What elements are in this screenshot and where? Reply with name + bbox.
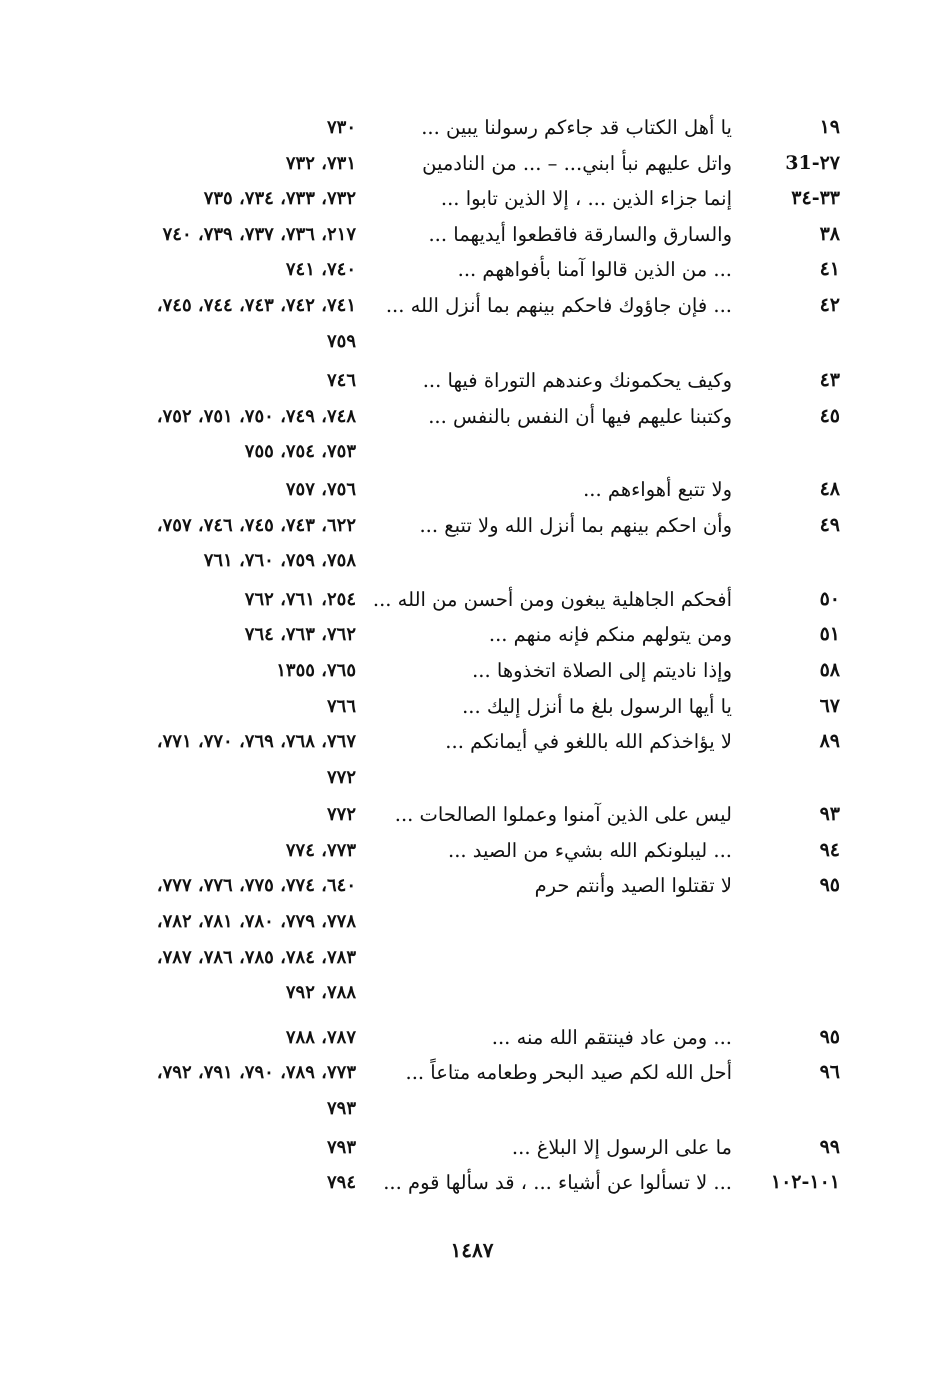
table-row bbox=[0, 399, 944, 435]
page-references: ٧٧٣، ٧٧٤ bbox=[285, 839, 356, 861]
verse-text: ما على الرسول إلا البلاغ ... bbox=[511, 1135, 732, 1159]
verse-number: ٢٧-31 bbox=[785, 151, 840, 174]
verse-number: ٦٧ bbox=[819, 694, 840, 717]
page-references: ٢٥٤، ٧٦١، ٧٦٢ bbox=[244, 588, 356, 610]
verse-number: ٣٨ bbox=[819, 222, 840, 245]
verse-text bbox=[372, 760, 732, 796]
page-references: ٧٦٧، ٧٦٨، ٧٦٩، ٧٧٠، ٧٧١، bbox=[156, 731, 356, 753]
verse-text: لا تقتلوا الصيد وأنتم حرم bbox=[534, 874, 732, 898]
page-references: ٧٩٣ bbox=[326, 1098, 356, 1120]
table-row bbox=[0, 653, 944, 689]
page-references: ٧٩٣ bbox=[326, 1136, 356, 1158]
verse-number: ٩٤ bbox=[819, 838, 840, 861]
table-row bbox=[0, 217, 944, 253]
table-row bbox=[0, 472, 944, 508]
verse-number: ٤٨ bbox=[819, 477, 840, 500]
verse-text: إنما جزاء الذين ... ، إلا الذين تابوا ... bbox=[440, 187, 732, 211]
verse-text bbox=[372, 940, 732, 976]
page-references: ٧٤٨، ٧٤٩، ٧٥٠، ٧٥١، ٧٥٢، bbox=[156, 405, 356, 427]
verse-text: واتل عليهم نبأ ابني... – ... من النادمين bbox=[422, 151, 732, 175]
page-references: ٧٤٦ bbox=[326, 370, 356, 392]
table-row bbox=[0, 1165, 944, 1201]
verse-number: ٤٥ bbox=[819, 404, 840, 427]
page-references: ٧٤٠، ٧٤١ bbox=[285, 259, 356, 281]
page-references: ٧٧٣، ٧٨٩، ٧٩٠، ٧٩١، ٧٩٢، bbox=[156, 1062, 356, 1084]
page-references: ٧٣٢، ٧٣٣، ٧٣٤، ٧٣٥ bbox=[203, 188, 356, 210]
table-row bbox=[0, 324, 944, 360]
table-row bbox=[0, 868, 944, 904]
verse-number: ٣٣-٣٤ bbox=[791, 187, 840, 210]
verse-number: ٩٦ bbox=[819, 1061, 840, 1084]
page-references: ٧٥٦، ٧٥٧ bbox=[285, 478, 356, 500]
verse-number: ٩٥ bbox=[819, 1025, 840, 1048]
verse-number: ٩٩ bbox=[819, 1135, 840, 1158]
verse-number: ٤٣ bbox=[819, 369, 840, 392]
verse-number: ٨٩ bbox=[819, 730, 840, 753]
table-row bbox=[0, 434, 944, 470]
verse-text: ... ليبلونكم الله بشيء من الصيد ... bbox=[448, 838, 732, 862]
verse-number: ٩٥ bbox=[819, 874, 840, 897]
table-row bbox=[0, 689, 944, 725]
table-row bbox=[0, 1091, 944, 1127]
verse-number: ١٠١-١٠٢ bbox=[770, 1171, 840, 1194]
table-row bbox=[0, 833, 944, 869]
verse-text: يا أهل الكتاب قد جاءكم رسولنا يبين ... bbox=[421, 116, 732, 139]
page-references: ٧٥٩ bbox=[326, 330, 356, 352]
verse-text: أحل الله لكم صيد البحر وطعامه متاعاً ... bbox=[405, 1061, 732, 1085]
page-references: ٧٧٨، ٧٧٩، ٧٨٠، ٧٨١، ٧٨٢، bbox=[156, 911, 356, 933]
table-row bbox=[0, 582, 944, 618]
verse-text: ... لا تسألوا عن أشياء ... ، قد سألها قوم ... bbox=[383, 1171, 732, 1195]
index-table bbox=[0, 110, 944, 1201]
table-row bbox=[0, 508, 944, 544]
table-row bbox=[0, 110, 944, 146]
page-references: ٢١٧، ٧٣٦، ٧٣٧، ٧٣٩، ٧٤٠ bbox=[162, 223, 356, 245]
verse-text: وإذا ناديتم إلى الصلاة اتخذوها ... bbox=[472, 658, 732, 682]
page-references: ٧٧٢ bbox=[326, 804, 356, 826]
verse-text: ومن يتولهم منكم فإنه منهم ... bbox=[488, 623, 732, 647]
page-number: ١٤٨٧ bbox=[450, 1238, 494, 1262]
page-references: ٧٤١، ٧٤٢، ٧٤٣، ٧٤٤، ٧٤٥، bbox=[156, 294, 356, 316]
verse-text bbox=[372, 975, 732, 1011]
verse-text: ... فإن جاؤوك فاحكم بينهم بما أنزل الله ... bbox=[385, 293, 732, 317]
verse-number bbox=[750, 434, 840, 470]
table-row bbox=[0, 617, 944, 653]
verse-text bbox=[372, 543, 732, 579]
verse-number: ١٩ bbox=[819, 116, 840, 138]
page-references: ٦٢٢، ٧٤٣، ٧٤٥، ٧٤٦، ٧٥٧، bbox=[156, 514, 356, 536]
verse-number: ٤١ bbox=[819, 258, 840, 281]
verse-text: أفحكم الجاهلية يبغون ومن أحسن من الله ... bbox=[372, 587, 732, 611]
table-row bbox=[0, 363, 944, 399]
verse-number: ٥٨ bbox=[819, 658, 840, 681]
table-row bbox=[0, 288, 944, 324]
verse-number: ٤٢ bbox=[819, 293, 840, 316]
page-references: ٧٣٠ bbox=[326, 117, 356, 138]
page-references: ٧٥٣، ٧٥٤، ٧٥٥ bbox=[244, 441, 356, 463]
table-row bbox=[0, 724, 944, 760]
page-references: ٧٧٢ bbox=[326, 766, 356, 788]
verse-text: ولا تتبع أهواءهم ... bbox=[583, 477, 732, 501]
verse-text: والسارق والسارقة فاقطعوا أيديهما ... bbox=[428, 222, 732, 246]
table-row bbox=[0, 1055, 944, 1091]
verse-number bbox=[750, 904, 840, 940]
verse-text bbox=[372, 434, 732, 470]
table-row bbox=[0, 1020, 944, 1056]
verse-number bbox=[750, 543, 840, 579]
verse-text: وكيف يحكمونك وعندهم التوراة فيها ... bbox=[422, 369, 732, 393]
page-references: ٧٣١، ٧٣٢ bbox=[285, 152, 356, 174]
verse-text: وكتبنا عليهم فيها أن النفس بالنفس ... bbox=[428, 404, 732, 428]
verse-number bbox=[750, 1091, 840, 1127]
verse-number: ٥٠ bbox=[819, 587, 840, 610]
verse-text: يا أيها الرسول بلغ ما أنزل إليك ... bbox=[462, 694, 732, 718]
verse-text bbox=[372, 904, 732, 940]
table-row bbox=[0, 975, 944, 1011]
verse-number bbox=[750, 975, 840, 1011]
verse-text: ليس على الذين آمنوا وعملوا الصالحات ... bbox=[394, 803, 732, 827]
verse-number bbox=[750, 760, 840, 796]
verse-number bbox=[750, 940, 840, 976]
table-row bbox=[0, 252, 944, 288]
table-row bbox=[0, 543, 944, 579]
table-row bbox=[0, 1130, 944, 1166]
verse-number: ٩٣ bbox=[819, 803, 840, 826]
table-row bbox=[0, 760, 944, 796]
table-row bbox=[0, 940, 944, 976]
verse-text: لا يؤاخذكم الله باللغو في أيمانكم ... bbox=[445, 730, 732, 754]
table-row bbox=[0, 904, 944, 940]
page-references: ٦٤٠، ٧٧٤، ٧٧٥، ٧٧٦، ٧٧٧، bbox=[156, 875, 356, 897]
verse-text bbox=[372, 324, 732, 360]
verse-text: ... ومن عاد فينتقم الله منه ... bbox=[491, 1025, 732, 1049]
page-references: ٧٨٨، ٧٩٢ bbox=[285, 982, 356, 1004]
verse-number bbox=[750, 324, 840, 360]
page-references: ٧٩٤ bbox=[326, 1172, 356, 1194]
verse-text: ... من الذين قالوا آمنا بأفواههم ... bbox=[457, 258, 732, 282]
page-references: ٧٨٣، ٧٨٤، ٧٨٥، ٧٨٦، ٧٨٧، bbox=[156, 946, 356, 968]
verse-number: ٤٩ bbox=[819, 513, 840, 536]
verse-text bbox=[372, 1091, 732, 1127]
verse-text: وأن احكم بينهم بما أنزل الله ولا تتبع ... bbox=[419, 513, 732, 537]
page-references: ٧٦٦ bbox=[326, 695, 356, 717]
page-references: ٧٦٢، ٧٦٣، ٧٦٤ bbox=[244, 624, 356, 646]
page-references: ٧٦٥، ١٣٥٥ bbox=[276, 659, 356, 681]
page-references: ٧٨٧، ٧٨٨ bbox=[285, 1026, 356, 1048]
page-references: ٧٥٨، ٧٥٩، ٧٦٠، ٧٦١ bbox=[203, 550, 356, 572]
table-row bbox=[0, 797, 944, 833]
table-row bbox=[0, 146, 944, 182]
table-row bbox=[0, 181, 944, 217]
verse-number: ٥١ bbox=[819, 623, 840, 646]
